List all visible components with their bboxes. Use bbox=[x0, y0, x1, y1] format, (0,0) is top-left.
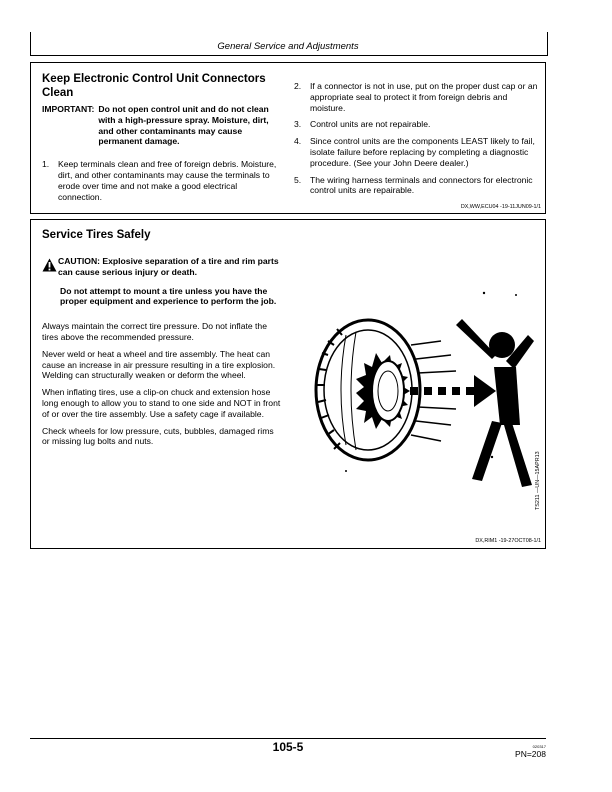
list-item bbox=[294, 119, 538, 130]
paragraph: Check wheels for low pressure, cuts, bubbles, damaged rims or missing lug bolts and nuts. bbox=[42, 425, 274, 447]
tire-safety-paragraphs bbox=[42, 321, 282, 447]
footer-rule bbox=[30, 738, 546, 739]
list-item-number: 3. bbox=[294, 119, 302, 130]
caution-label: CAUTION: bbox=[58, 256, 101, 266]
warning-triangle-icon bbox=[42, 258, 58, 278]
important-label: IMPORTANT: bbox=[42, 104, 95, 114]
tire-explosion-illustration bbox=[306, 275, 536, 515]
list-item-text: Since control units are the components LEAST likely to fail, isolate failure before replacing by completing a diagnostic procedure. (See your John Deere dealer.) bbox=[310, 136, 535, 168]
important-notice bbox=[42, 104, 282, 147]
paragraph: When inflating tires, use a clip-on chuck and extension hose long enough to allow you to stand to one side and NOT in front of or over the tire assembly. Use a safety cage if available. bbox=[42, 387, 281, 419]
section-ecu-connectors bbox=[30, 62, 546, 214]
list-item-number: 2. bbox=[294, 81, 302, 91]
list-item bbox=[294, 136, 538, 168]
caution-notice bbox=[42, 256, 282, 278]
section1-reference-code: DX,WW,ECU04 -19-11JUN09-1/1 bbox=[460, 204, 541, 210]
list-item-text: Control units are not repairable. bbox=[310, 119, 431, 130]
list-item bbox=[294, 81, 538, 113]
list-item bbox=[42, 159, 282, 202]
section1-title: Keep Electronic Control Unit Connectors Clean bbox=[42, 73, 266, 99]
list-item-text: The wiring harness terminals and connectors for electronic control units are repairable. bbox=[310, 174, 533, 196]
caution-text: Explosive separation of a tire and rim parts can cause serious injury or death. bbox=[58, 256, 279, 277]
list-item-text: Keep terminals clean and free of foreign debris. Moisture, dirt, and other contaminants may cause the terminals to erode over time and not make a good electrical connection. bbox=[58, 159, 277, 202]
section-service-tires: Service Tires Safely CAUTION: Explosive separation of a tire and rim parts can cause serious injury or death. Do not attempt to mount a tire unless you have the proper equipment and experience to perform the job. Always maintain the correct tire pressure. Do not inflate the tires above the recommended pressure. Never weld or heat a wheel and tire assembly. The heat can cause an increase in air pressure resulting in a tire explosion. Welding can structurally weaken or deform the wheel. When inflating tires, use a clip-on chuck and extension hose long enough to allow you to stand to one side and NOT in front of or over the tire assembly. Use a safety cage if available. Check wheels for low pressure, cuts, bubbles, damaged rims or missing lug bolts and nuts. TS211 —UN—15APR13 DX,RIM1 -19-27OCT08-1/1 bbox=[30, 219, 546, 549]
section2-reference-code: DX,RIM1 -19-27OCT08-1/1 bbox=[475, 538, 541, 544]
important-text: Do not open control unit and do not clean with a high-pressure spray. Moisture, dirt, and other contaminants may cause permanent damage. bbox=[98, 104, 269, 147]
paragraph: Never weld or heat a wheel and tire assembly. The heat can cause an increase in air pressure resulting in a tire explosion. Welding can structurally weaken or deform the wheel. bbox=[42, 348, 276, 381]
section1-left-column bbox=[42, 72, 282, 208]
list-item-number: 1. bbox=[42, 159, 50, 170]
list-item-text: If a connector is not in use, put on the proper dust cap or an appropriate seal to protect it from foreign debris and moisture. bbox=[310, 81, 538, 113]
page-number: 105-5 bbox=[272, 740, 304, 754]
section1-right-column bbox=[294, 81, 538, 202]
list-item-number: 4. bbox=[294, 136, 302, 147]
list-item-number: 5. bbox=[294, 174, 302, 185]
list-item bbox=[294, 175, 538, 197]
section2-title: Service Tires Safely bbox=[42, 229, 151, 241]
paragraph: Always maintain the correct tire pressure. Do not inflate the tires above the recommended pressure. bbox=[42, 321, 267, 342]
footer-small-code: 020317 bbox=[532, 744, 546, 749]
page-header-title: General Service and Adjustments bbox=[217, 41, 359, 52]
caution-text-2: Do not attempt to mount a tire unless you have the proper equipment and experience to perform the job. bbox=[60, 285, 277, 307]
section2-left-column bbox=[42, 228, 282, 453]
footer-page-reference: PN=208 bbox=[515, 749, 546, 759]
